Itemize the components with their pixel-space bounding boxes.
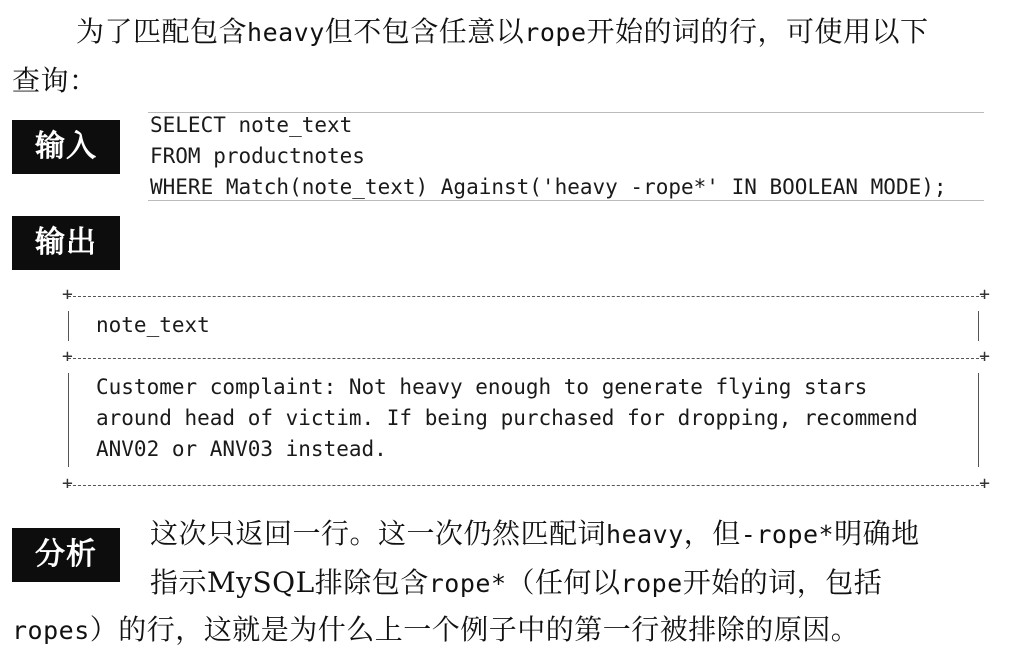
- intro-text: 为了匹配包含: [76, 15, 248, 48]
- table-border-bottom: [68, 485, 984, 486]
- analysis-text: ）的行，这就是为什么上一个例子中的第一行被排除的原因。: [89, 613, 860, 646]
- keyword-rope: rope: [620, 569, 683, 598]
- keyword-ropes: ropes: [12, 616, 90, 645]
- query-line: WHERE Match(note_text) Against('heavy -rope*' IN BOOLEAN MODE);: [150, 175, 947, 199]
- intro-paragraph: [12, 8, 1002, 105]
- intro-text: 但不包含任意以: [324, 15, 525, 48]
- table-left-bar: [68, 373, 69, 467]
- query-line: FROM productnotes: [150, 144, 365, 168]
- output-label: 输出: [12, 216, 120, 270]
- analysis-text: 这次只返回一行。这一次仍然匹配词: [150, 517, 607, 550]
- analysis-text: 开始的词，包括: [682, 566, 883, 599]
- keyword-heavy: heavy: [606, 520, 684, 549]
- result-header: note_text: [96, 313, 210, 337]
- code-bottom-rule: [148, 200, 984, 201]
- intro-text: 查询：: [12, 64, 98, 97]
- query-line: SELECT note_text: [150, 113, 353, 137]
- analysis-last-line: [12, 606, 1002, 655]
- analysis-paragraph: [150, 510, 1000, 608]
- keyword-minus-rope: -rope*: [740, 520, 835, 549]
- table-row: Customer complaint: Not heavy enough to generate flying stars: [96, 375, 868, 399]
- keyword-rope-star: rope*: [428, 569, 507, 598]
- table-row: ANV02 or ANV03 instead.: [96, 437, 387, 461]
- intro-text: 开始的词的行，可使用以下: [586, 15, 929, 48]
- table-row: around head of victim. If being purchased for dropping, recommend: [96, 406, 918, 430]
- table-border-mid: [68, 358, 984, 359]
- input-label: 输入: [12, 120, 120, 174]
- keyword-rope: rope: [524, 18, 587, 47]
- analysis-text: 明确地: [834, 517, 920, 550]
- table-left-bar: [68, 311, 69, 341]
- analysis-text: （任何以: [506, 566, 621, 599]
- table-border-top: [68, 296, 984, 297]
- result-rows: [96, 372, 1012, 465]
- analysis-text: 指示MySQL排除包含: [150, 566, 429, 599]
- analysis-text: ，但: [683, 517, 741, 550]
- analysis-label: 分析: [12, 528, 120, 582]
- sql-query: [150, 110, 984, 203]
- keyword-heavy: heavy: [247, 18, 325, 47]
